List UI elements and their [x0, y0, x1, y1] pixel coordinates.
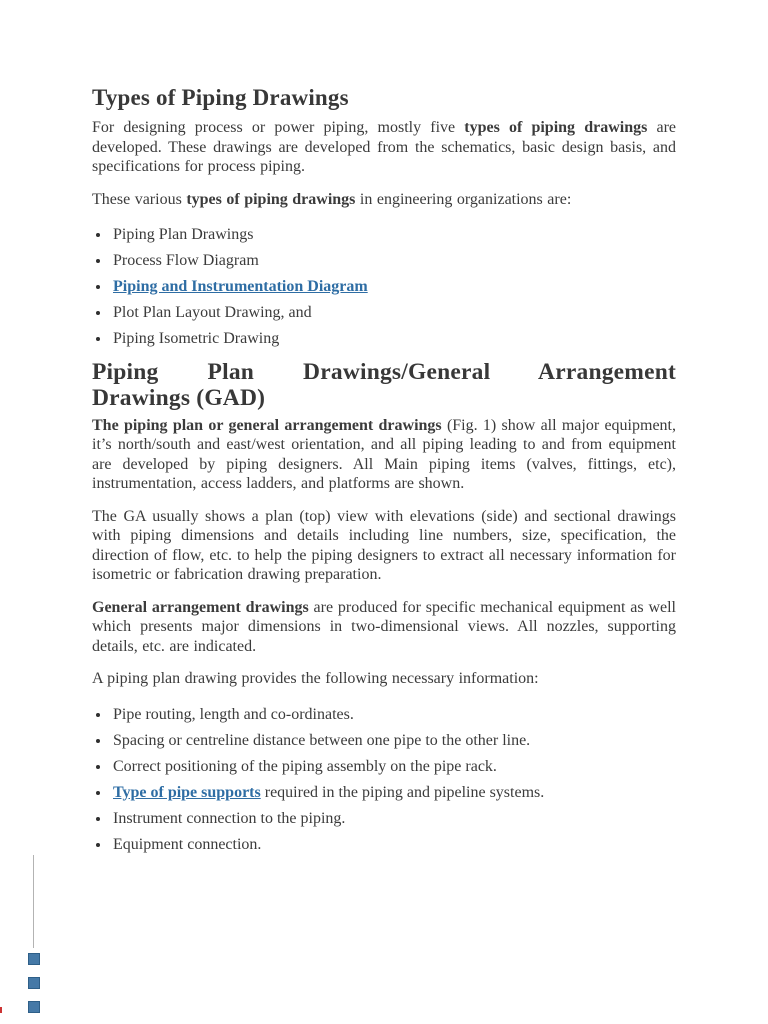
text-segment: Pipe routing, length and co-ordinates. [113, 705, 354, 723]
text-segment: For designing process or power piping, mostly five [92, 119, 465, 136]
list-item [92, 809, 676, 829]
bullet-icon [96, 233, 100, 237]
page-edge-red-mark [0, 1007, 2, 1013]
bullet-icon [96, 817, 100, 821]
text-segment: The GA usually shows a plan (top) view with elevations (side) and sectional drawings with piping dimensions and details including line numbers, size, specification, the direction of flow, etc. to help the piping designers to extract all necessary information for isometric or fabrication drawing preparation. [92, 507, 676, 583]
list-item [92, 251, 676, 271]
bullet-icon [96, 843, 100, 847]
list-item-text [113, 330, 279, 347]
list-item-text [113, 304, 312, 321]
list-item-text [113, 706, 354, 723]
text-segment: Spacing or centreline distance between one pipe to the other line. [113, 731, 531, 749]
text-segment: Plot Plan Layout Drawing, and [113, 304, 312, 321]
text-segment: These various [92, 190, 187, 208]
text-segment: A piping plan drawing provides the following necessary information: [92, 670, 539, 687]
list-item-text [113, 810, 345, 827]
list-item [92, 835, 676, 855]
bullet-icon [96, 259, 100, 263]
text-segment: types of piping drawings [464, 119, 648, 136]
bullet-icon [96, 713, 100, 717]
text-segment: Equipment connection. [113, 835, 262, 853]
text-segment: Instrument connection to the piping. [113, 809, 346, 827]
section-heading-line-1: Piping Plan Drawings/General Arrangement [92, 358, 676, 385]
text-segment: General arrangement drawings [92, 598, 309, 616]
section-paragraph [92, 416, 676, 494]
page-edge-square [28, 953, 40, 965]
type-of-pipe-supports-link[interactable]: Type of pipe supports [113, 783, 261, 801]
text-segment: Piping Plan Drawings [113, 226, 254, 243]
list-item [92, 329, 676, 349]
section-paragraph [92, 507, 676, 585]
intro-paragraph-2 [92, 190, 676, 210]
intro-paragraph [92, 118, 676, 177]
text-segment: Process Flow Diagram [113, 252, 259, 269]
section-heading [92, 359, 676, 411]
list-item-text [113, 278, 368, 295]
list-item-text [113, 836, 261, 853]
document-content [92, 84, 676, 864]
list-item [92, 225, 676, 245]
text-segment: Piping Isometric Drawing [113, 330, 280, 347]
text-segment: in engineering organizations are: [355, 190, 572, 208]
list-item-text [113, 732, 530, 749]
list-item-text [113, 758, 497, 775]
bullet-icon [96, 739, 100, 743]
bullet-icon [96, 311, 100, 315]
list-item [92, 277, 676, 297]
list-item [92, 303, 676, 323]
drawing-types-list [92, 225, 676, 349]
section-heading-line-2: Drawings (GAD) [92, 384, 266, 411]
plan-info-list [92, 705, 676, 855]
text-segment: Correct positioning of the piping assembly on the pipe rack. [113, 757, 497, 775]
list-item-text [113, 784, 544, 801]
bullet-icon [96, 337, 100, 341]
page-title: Types of Piping Drawings [92, 85, 349, 110]
list-item-text [113, 226, 253, 243]
text-segment: types of piping drawings [186, 190, 356, 208]
text-segment: are produced for specific mechanical equipment as well which presents major dimensions in two-dimensional views. All nozzles, supporting details, etc. are indicated. [92, 598, 676, 655]
page-edge-square [28, 1001, 40, 1013]
list-item [92, 757, 676, 777]
piping-and-instrumentation-diagram-link[interactable]: Piping and Instrumentation Diagram [113, 278, 368, 295]
bullet-icon [96, 285, 100, 289]
page-edge-line [33, 855, 34, 948]
list-item-text [113, 252, 259, 269]
bullet-icon [96, 791, 100, 795]
list-item [92, 783, 676, 803]
text-segment: required in the piping and pipeline systems. [260, 783, 545, 801]
section-paragraph [92, 598, 676, 657]
section-paragraph [92, 669, 676, 689]
text-segment: The piping plan or general arrangement drawings [92, 416, 442, 434]
page-edge-square [28, 977, 40, 989]
text-segment: (Fig. 1) show all major equipment, it’s north/south and east/west orientation, and all piping leading to and from equipment are developed by piping designers. All Main piping items (valves, fittings, etc), instrumentation, access ladders, and platforms are shown. [92, 416, 676, 492]
list-item [92, 731, 676, 751]
text-segment: are developed. These drawings are developed from the schematics, basic design basis, and specifications for process piping. [92, 119, 677, 175]
list-item [92, 705, 676, 725]
bullet-icon [96, 765, 100, 769]
